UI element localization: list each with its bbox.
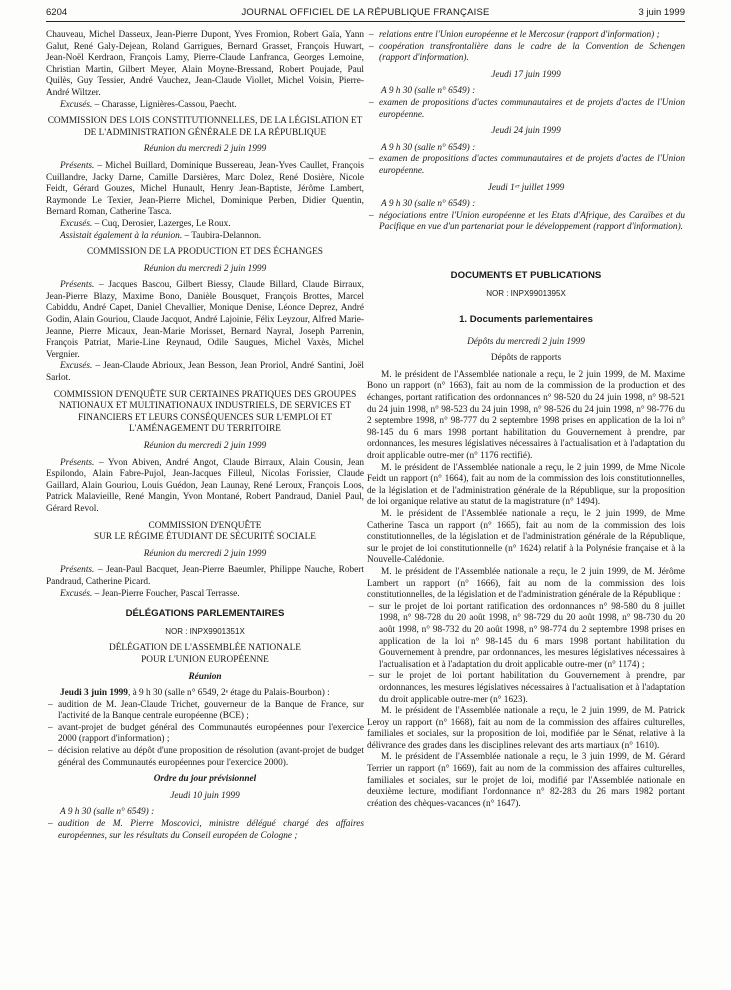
jeudi-1-date: Jeudi 1ᵉʳ juillet 1999: [487, 182, 565, 193]
list-item: – avant-projet de budget général des Communautés européennes pour l'exercice 2000 (rapport d'information) ;: [58, 723, 364, 746]
commission-enquete-groupes-meeting: Réunion du mercredi 2 juin 1999: [143, 441, 267, 451]
list-item: – négociations entre l'Union européenne et les Etats d'Afrique, des Caraïbes et du Pacifique en vue d'un partenariat pour le développement (rapport d'information).: [379, 211, 685, 234]
depots-date: Dépôts du mercredi 2 juin 1999: [467, 336, 585, 347]
commission-production-presents: Présents. – Jacques Bascou, Gilbert Biessy, Claude Billard, Claude Birraux, Jean-Pierre Blazy, Maxime Bono, Danièle Bousquet, François Brottes, Marcel Cabiddu, André Capet, Daniel Chevallier, Monique Denise, Léonce Deprez, André Godin, Alain Gouriou, Claude Jacquot, André Lajoinie, Félix Leyzour, Alfred Marie-Jeanne, Pierre Micaux, Jean-Marie Morisset, Bernard Nayral, Joseph Parrenin, François Patriat, Marie-Line Reynaud, Odile Saugues, Michel Vaxès, Michel Vergnier.: [46, 280, 364, 360]
delegations-nor: NOR : INPX9901351X: [165, 626, 245, 636]
continued-items: [367, 30, 685, 65]
list-item: – audition de M. Jean-Claude Trichet, gouverneur de la Banque de France, sur l'activité de la Banque centrale européenne (BCE) ;: [58, 700, 364, 723]
rapport-paragraph: M. le président de l'Assemblée nationale a reçu, le 2 juin 1999, de M. Patrick Leroy un rapport (n° 1668), fait au nom de la commission des affaires culturelles, familiales et sociales, sur la proposition de loi, modifiée par le Sénat, relative à la délivrance des grades dans les disciplines relevant des arts martiaux (n° 1610).: [367, 706, 685, 751]
commission-lois-title: COMMISSION DES LOIS CONSTITUTIONNELLES, DE LA LÉGISLATION ET DE L'ADMINISTRATION GÉNÉRALE DE LA RÉPUBLIQUE: [47, 116, 363, 138]
rapport-subitems: [367, 602, 685, 706]
journal-title: JOURNAL OFFICIEL DE LA RÉPUBLIQUE FRANÇAISE: [241, 7, 490, 18]
commission-enquete-regime-presents: Présents. – Jean-Paul Bacquet, Jean-Pierre Baeumler, Philippe Nauche, Robert Pandraud, Catherine Picard.: [46, 565, 364, 587]
jeudi-17-items: [367, 98, 685, 121]
header-rule: [46, 21, 685, 22]
jeudi-24-items: [367, 154, 685, 177]
commission-enquete-regime-meeting: Réunion du mercredi 2 juin 1999: [143, 548, 267, 559]
commission-lois-assist: Assistait également à la réunion. – Taubira-Delannon.: [60, 230, 262, 241]
documents-subheading: 1. Documents parlementaires: [459, 314, 593, 326]
delegation-date: Jeudi 3 juin 1999, à 9 h 30 (salle n° 6549, 2ᵉ étage du Palais-Bourbon) :: [60, 688, 330, 699]
delegation-reunion: Réunion: [188, 671, 222, 682]
jeudi-1-time: A 9 h 30 (salle n° 6549) :: [381, 199, 476, 210]
jeudi-17-date: Jeudi 17 juin 1999: [491, 69, 561, 80]
intro-members: Chauveau, Michel Dasseux, Jean-Pierre Dupont, Yves Fromion, Robert Gaïa, Yann Galut, René Galy-Dejean, Roland Garrigues, Bernard Grasset, François Huwart, Jean-Noël Kerdraon, François Lamy, Pierre-Claude Lanfranca, Georges Lemoine, Christian Martin, Gilbert Meyer, Alain Moyne-Bressand, Robert Poujade, Paul Quilès, Guy Tessier, André Vauchez, Jean-Claude Viollet, Michel Voisin, Pierre-André Wiltzer.: [46, 30, 364, 98]
rapport-paragraph: M. le président de l'Assemblée nationale a reçu, le 2 juin 1999, de M. Jérôme Lambert un rapport (n° 1666), fait au nom de la commission des lois constitutionnelles, de la législation et de l'administration générale de la République :: [367, 566, 685, 601]
list-item: – examen de propositions d'actes communautaires et de projets d'actes de l'Union européenne.: [379, 154, 685, 177]
rapport-paragraph: M. le président de l'Assemblée nationale a reçu, le 2 juin 1999, de Mme Nicole Feidt un rapport (n° 1664), fait au nom de la commission des lois constitutionnelles, de la législation et de l'administration générale de la République, sur la proposition de loi organique relative au statut de la magistrature (n° 1494).: [367, 462, 685, 508]
ordre-items: [46, 819, 364, 842]
delegation-title-2: POUR L'UNION EUROPÉENNE: [141, 654, 269, 665]
commission-enquete-groupes-presents: Présents. – Yvon Abiven, André Angot, Claude Birraux, Alain Cousin, Jean Espilondo, Alain Fabre-Pujol, Jean-Jacques Filleul, Nicolas Forissier, Claude Gaillard, Alain Gouriou, Louis Guédon, Jean Launay, René Leroux, François Loos, Patrick Malavieille, René Mangin, Yvon Montané, Robert Pandraud, Daniel Paul, Gérard Revol.: [46, 457, 364, 514]
list-item: – sur le projet de loi portant habilitation du Gouvernement à prendre, par ordonnances, les mesures législatives nécessaires à l'actualisation et à l'adaptation du droit applicable outre-mer (n° 1623).: [379, 671, 685, 706]
delegations-heading: DÉLÉGATIONS PARLEMENTAIRES: [125, 608, 285, 620]
delegation-items: [46, 700, 364, 770]
commission-production-title: COMMISSION DE LA PRODUCTION ET DES ÉCHANGES: [87, 247, 323, 258]
commission-enquete-regime-excuses: Excusés. – Jean-Pierre Foucher, Pascal Terrasse.: [60, 588, 240, 599]
commission-enquete-regime-title-2: SUR LE RÉGIME ÉTUDIANT DE SÉCURITÉ SOCIALE: [94, 532, 316, 543]
ordre-date: Jeudi 10 juin 1999: [170, 790, 240, 801]
commission-production-meeting: Réunion du mercredi 2 juin 1999: [143, 263, 267, 274]
jeudi-24-time: A 9 h 30 (salle n° 6549) :: [381, 142, 476, 153]
delegation-title-1: DÉLÉGATION DE L'ASSEMBLÉE NATIONALE: [109, 643, 301, 654]
list-item: – sur le projet de loi portant ratification des ordonnances n° 98-580 du 8 juillet 1998, n° 98-728 du 20 août 1998, n° 98-729 du 20 août 1998, n° 98-730 du 20 août 1998, n° 98-732 du 20 août 1998, n° 98-774 du 2 septembre 1998 prises en application de la loi n° 98-145 du 6 mars 1998 portant habilitation du Gouvernement à prendre, par ordonnances, les mesures législatives nécessaires à l'actualisation et à l'adaptation du droit applicable outre-mer (n° 1174) ;: [379, 602, 685, 672]
jeudi-17-time: A 9 h 30 (salle n° 6549) :: [381, 86, 476, 97]
issue-date: 3 juin 1999: [638, 7, 685, 18]
commission-enquete-groupes-title: COMMISSION D'ENQUÊTE SUR CERTAINES PRATIQUES DES GROUPES NATIONAUX ET MULTINATIONAUX INDUSTRIELS, DE SERVICES ET FINANCIERS ET LEURS CONSÉQUENCES SUR L'EMPLOI ET L'AMÉNAGEMENT DU TERRITOIRE: [53, 389, 357, 435]
commission-enquete-regime-title-1: COMMISSION D'ENQUÊTE: [148, 520, 262, 531]
jeudi-1-items: [367, 211, 685, 234]
rapport-paragraph: M. le président de l'Assemblée nationale a reçu, le 2 juin 1999, de Mme Catherine Tasca un rapport (n° 1665), fait au nom de la commission des lois constitutionnelles, de la législation et de l'administration générale de la République, sur le projet de loi constitutionnelle (n° 1624) relatif à la Polynésie française et à la Nouvelle-Calédonie.: [367, 509, 685, 566]
page-number: 6204: [46, 7, 68, 18]
list-item: – décision relative au dépôt d'une proposition de résolution (avant-projet de budget général des Communautés européennes pour l'exercice 2000).: [58, 746, 364, 769]
commission-lois-presents: Présents. – Michel Buillard, Dominique Bussereau, Jean-Yves Caullet, François Cuillandre, Jacky Darne, Camille Darsières, Marc Dolez, René Dosière, Nicole Feidt, Gérard Gouzes, Michel Hunault, Henry Jean-Baptiste, Jérôme Lambert, Raymonde Le Texier, Jean-Pierre Michel, Dominique Perben, Didier Quentin, Bernard Roman, Catherine Tasca.: [46, 160, 364, 218]
documents-nor: NOR : INPX9901395X: [486, 288, 566, 298]
commission-lois-excuses: Excusés. – Cuq, Derosier, Lazerges, Le Roux.: [60, 218, 231, 229]
ordre-du-jour-heading: Ordre du jour prévisionnel: [153, 774, 257, 785]
documents-heading: DOCUMENTS ET PUBLICATIONS: [450, 269, 602, 281]
list-item: – relations entre l'Union européenne et le Mercosur (rapport d'information) ;: [379, 30, 685, 42]
right-column: [367, 30, 685, 810]
intro-excuses: Excusés. – Charasse, Lignières-Cassou, Paecht.: [60, 99, 237, 110]
list-item: – audition de M. Pierre Moscovici, ministre délégué chargé des affaires européennes, sur les résultats du Conseil européen de Cologne ;: [58, 819, 364, 842]
jeudi-24-date: Jeudi 24 juin 1999: [491, 126, 561, 137]
left-column: [46, 30, 364, 842]
list-item: – examen de propositions d'actes communautaires et de projets d'actes de l'Union européenne.: [379, 98, 685, 121]
commission-lois-meeting: Réunion du mercredi 2 juin 1999: [143, 144, 267, 155]
rapport-paragraph: M. le président de l'Assemblée nationale a reçu, le 3 juin 1999, de M. Gérard Terrier un rapport (n° 1669), fait au nom de la commission des affaires culturelles, familiales et sociales, sur le projet de loi, modifié par l'Assemblée nationale en deuxième lecture, modifiant l'ordonnance n° 82-283 du 26 mars 1982 portant création des chèques-vacances (n° 1647).: [367, 752, 685, 809]
depots-title: Dépôts de rapports: [490, 353, 562, 364]
list-item: – coopération transfrontalière dans le cadre de la Convention de Schengen (rapport d'information).: [379, 42, 685, 65]
commission-production-excuses: Excusés. – Jean-Claude Abrioux, Jean Besson, Jean Proriol, André Santini, Joël Sarlot.: [46, 361, 364, 384]
rapport-paragraph: M. le président de l'Assemblée nationale a reçu, le 2 juin 1999, de M. Maxime Bono un rapport (n° 1663), fait au nom de la commission de la production et des échanges, portant ratification des ordonnances n° 98-520 du 24 juin 1998, n° 98-521 du 24 juin 1998, n° 98-523 du 24 juin 1998, n° 98-526 du 24 juin 1998, n° 98-776 du 2 septembre 1998, n° 98-777 du 2 septembre 1998 prises en application de la loi n° 98-145 du 6 mars 1998 portant habilitation du Gouvernement à prendre, par ordonnances, les mesures législatives nécessaires à l'actualisation et à l'adaptation du droit applicable outre-mer (n° 1176 rectifié).: [367, 369, 685, 462]
ordre-time: A 9 h 30 (salle n° 6549) :: [60, 807, 155, 818]
